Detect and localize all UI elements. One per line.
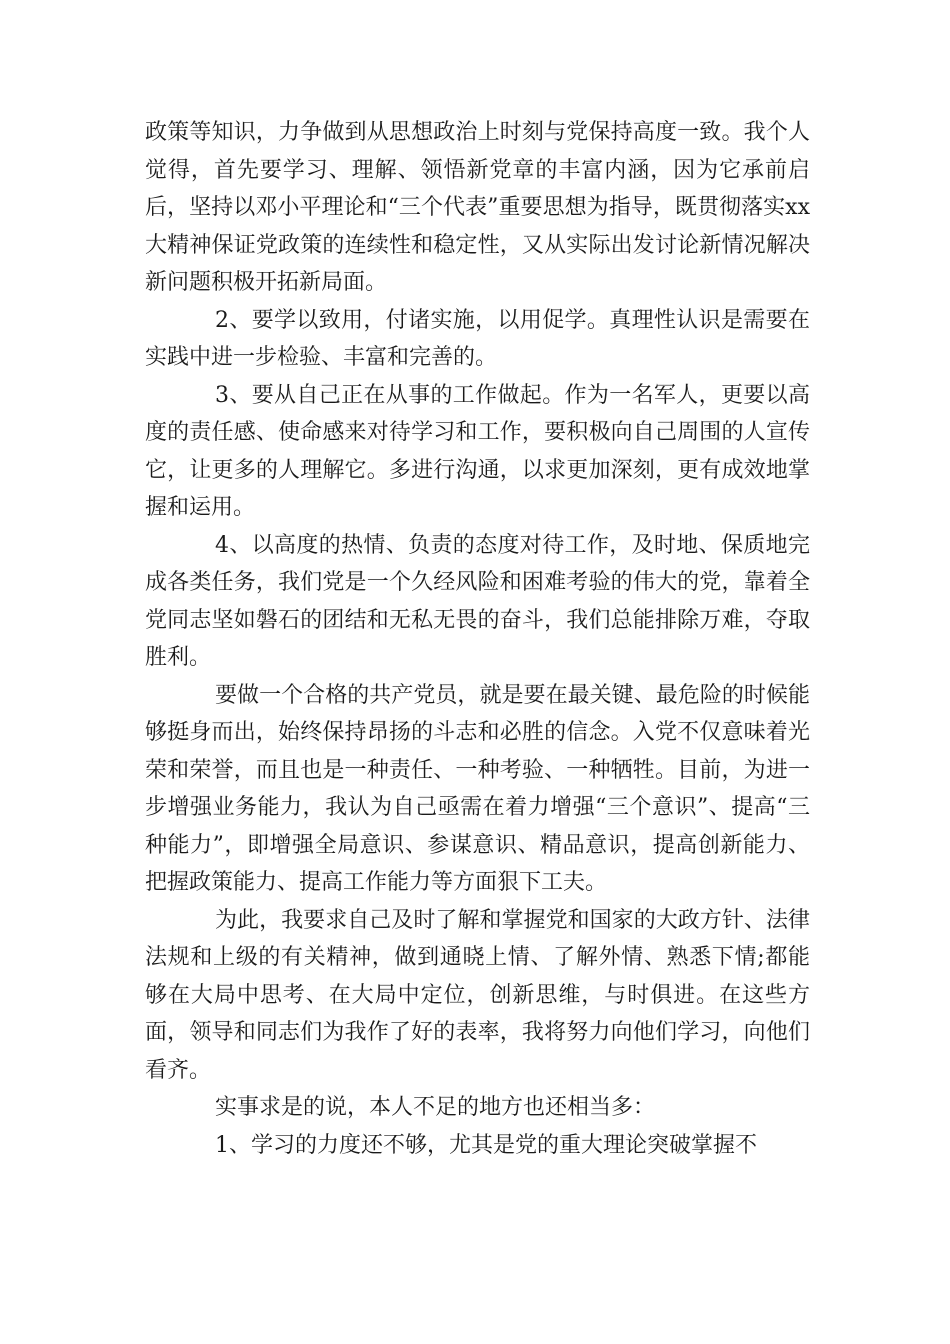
document-body bbox=[145, 114, 810, 1164]
paragraph-4: 4、以高度的热情、负责的态度对待工作，及时地、保质地完成各类任务，我们党是一个久经风险和困难考验的伟大的党，靠着全党同志坚如磐石的团结和无私无畏的奋斗，我们总能排除万难，夺取胜利。 bbox=[145, 532, 810, 670]
paragraph-2: 2、要学以致用，付诸实施，以用促学。真理性认识是需要在实践中进一步检验、丰富和完善的。 bbox=[145, 307, 810, 370]
paragraph-1: 政策等知识，力争做到从思想政治上时刻与党保持高度一致。我个人觉得，首先要学习、理解、领悟新党章的丰富内涵，因为它承前启后，坚持以邓小平理论和“三个代表”重要思想为指导，既贯彻落实xx大精神保证党政策的连续性和稳定性，又从实际出发讨论新情况解决新问题积极开拓新局面。 bbox=[145, 120, 810, 295]
paragraph-6: 为此，我要求自己及时了解和掌握党和国家的大政方针、法律法规和上级的有关精神，做到通晓上情、了解外情、熟悉下情;都能够在大局中思考、在大局中定位，创新思维，与时俱进。在这些方面，领导和同志们为我作了好的表率，我将努力向他们学习，向他们看齐。 bbox=[145, 907, 810, 1083]
paragraph-3: 3、要从自己正在从事的工作做起。作为一名军人，更要以高度的责任感、使命感来对待学习和工作，要积极向自己周围的人宣传它，让更多的人理解它。多进行沟通，以求更加深刻，更有成效地掌握和运用。 bbox=[145, 382, 810, 520]
paragraph-8: 1、学习的力度还不够，尤其是党的重大理论突破掌握不 bbox=[215, 1132, 757, 1158]
paragraph-5: 要做一个合格的共产党员，就是要在最关键、最危险的时候能够挺身而出，始终保持昂扬的斗志和必胜的信念。入党不仅意味着光荣和荣誉，而且也是一种责任、一种考验、一种牺牲。目前，为进一步增强业务能力，我认为自己亟需在着力增强“三个意识”、提高“三种能力”，即增强全局意识、参谋意识、精品意识，提高创新能力、把握政策能力、提高工作能力等方面狠下工夫。 bbox=[145, 682, 810, 895]
paragraph-7: 实事求是的说，本人不足的地方也还相当多： bbox=[215, 1095, 656, 1120]
